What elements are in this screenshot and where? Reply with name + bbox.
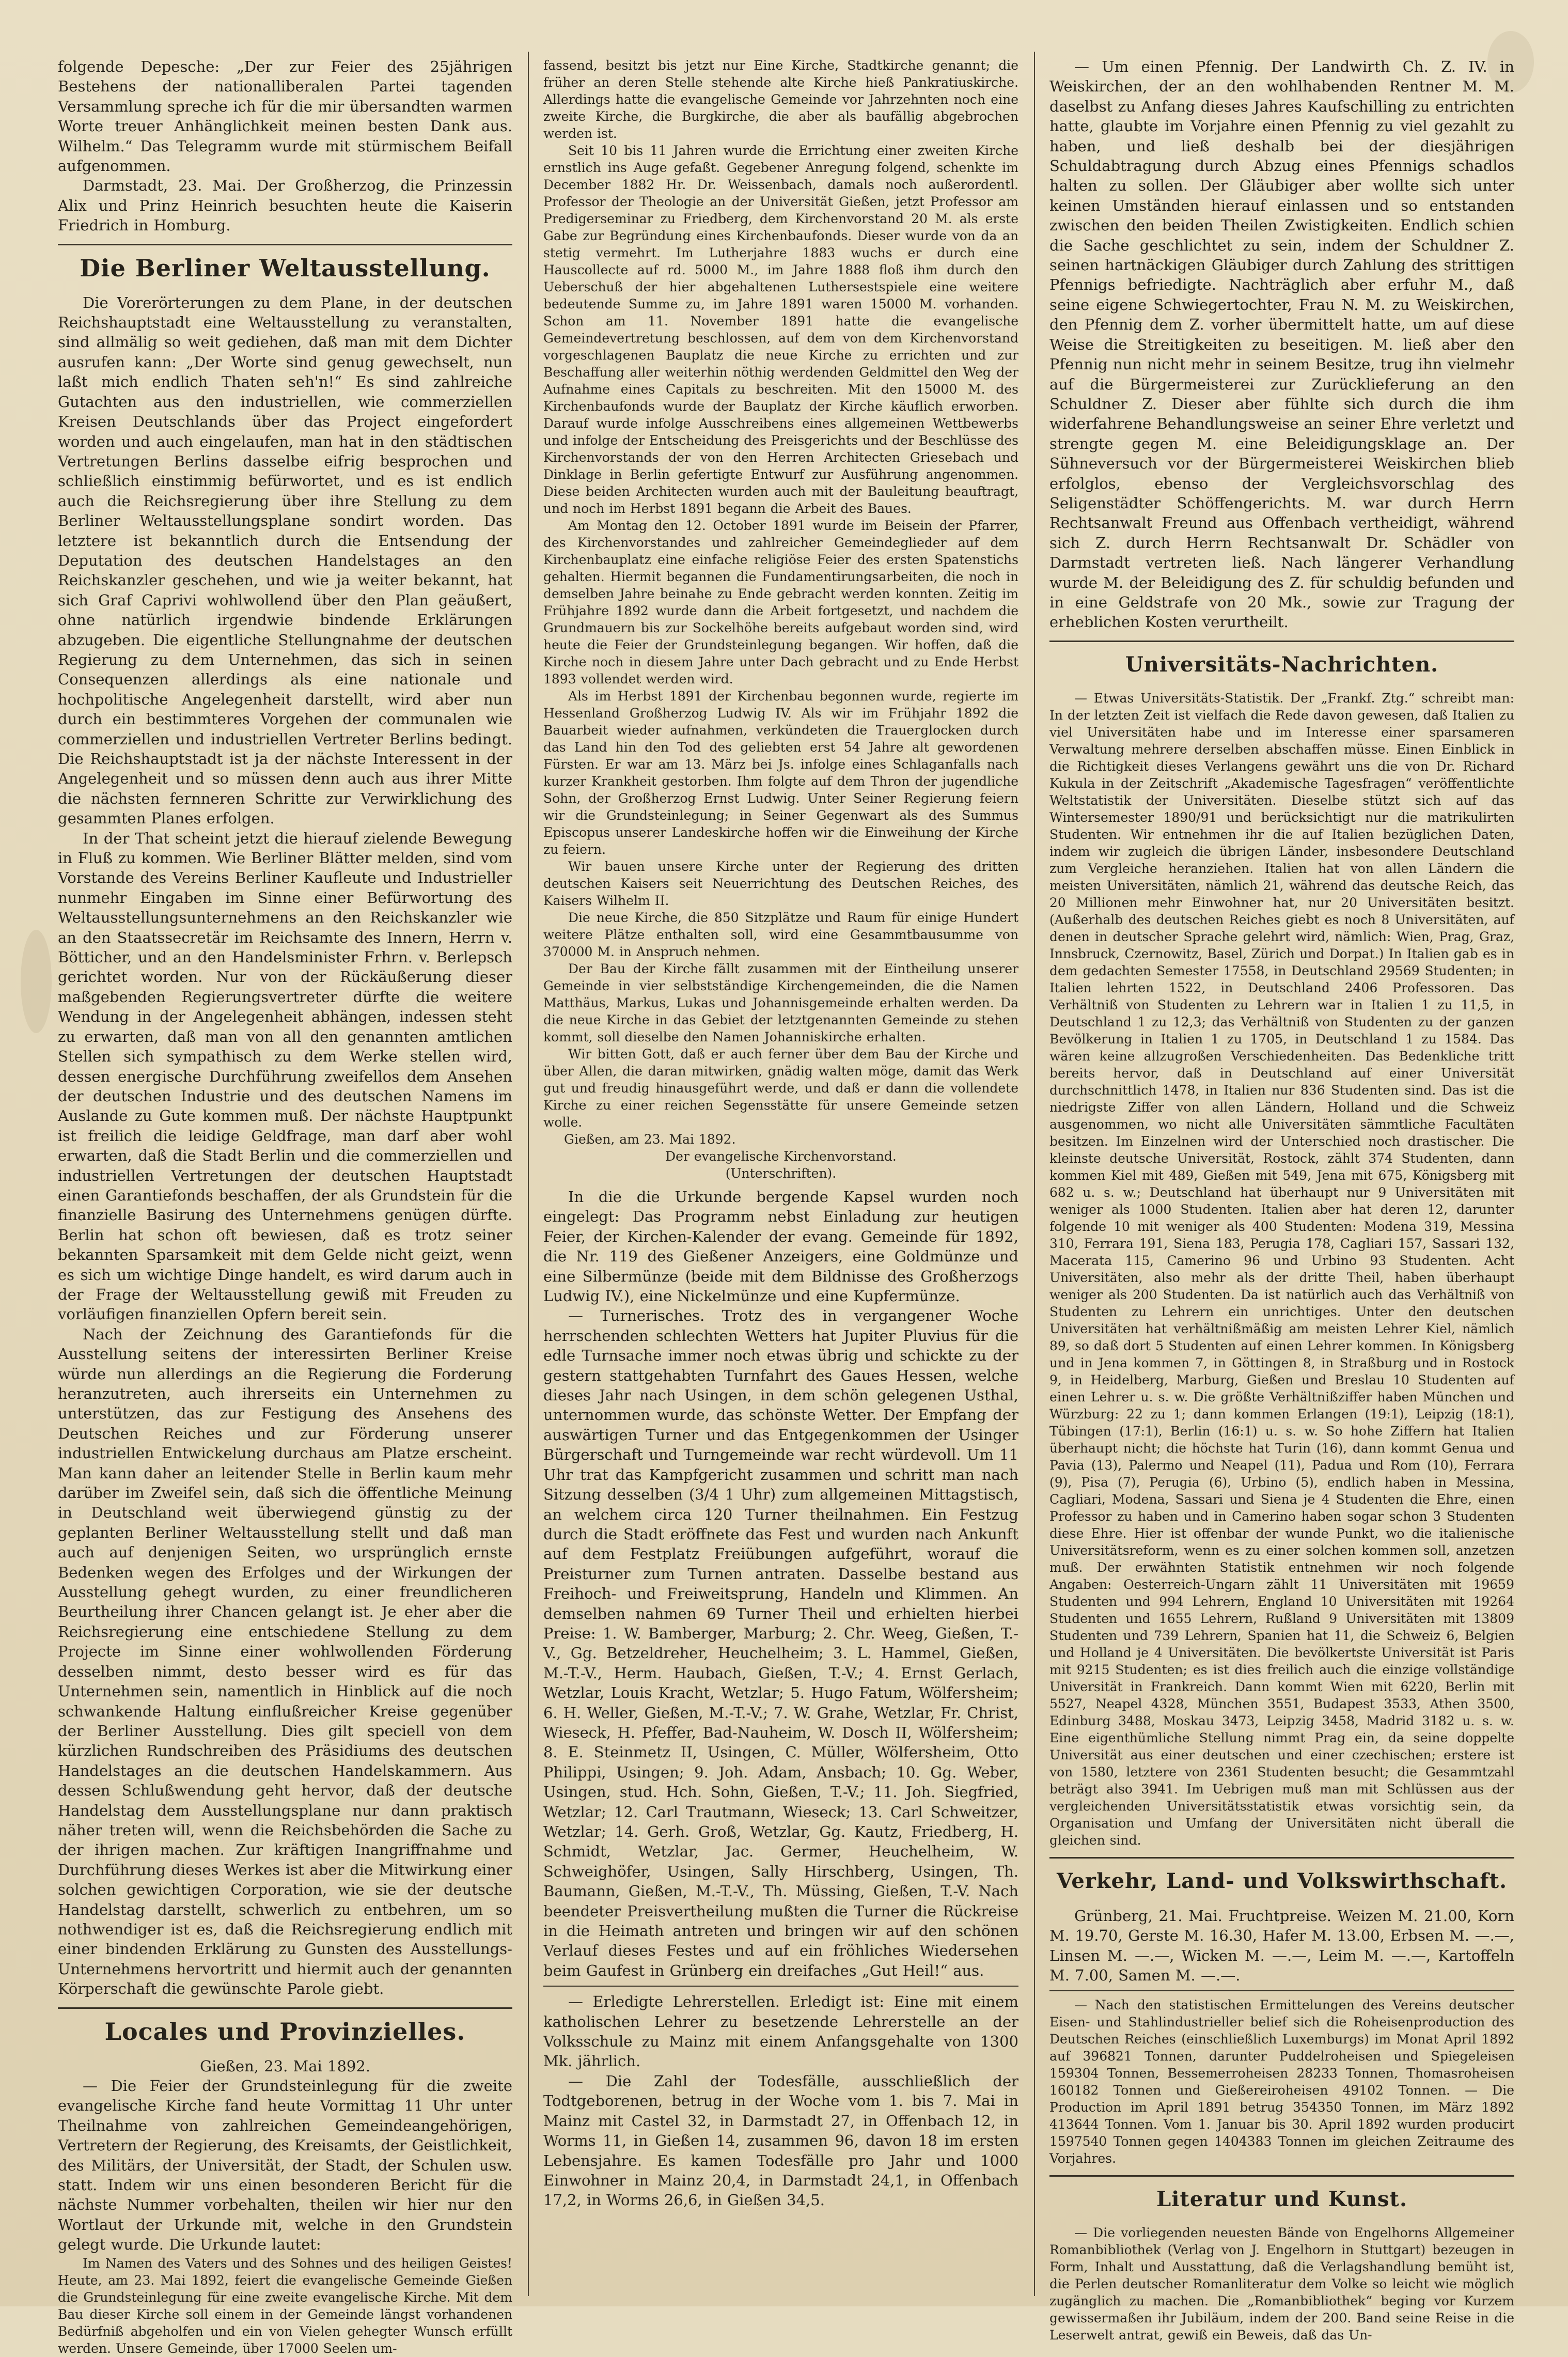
paragraph-lehrerstellen: — Erledigte Lehrerstellen. Erledigt ist: Eine mit einem katholischen Lehrer zu besetzende Lehrerstelle an der Volksschule zu Mainz mit einem Anfangsgehalte von 1300 Mk. jährlich. (543, 1993, 1018, 2070)
headline-literatur: Literatur und Kunst. (1156, 2187, 1407, 2212)
column-rule-right (1034, 52, 1035, 2296)
paragraph-urkunde-3: Am Montag den 12. October 1891 wurde im Beisein der Pfarrer, des Kirchenvorstandes und zahlreicher Gemeindeglieder auf dem Kirchenbauplatz eine einfache religiöse Feier des ersten Spatenstichs gehalten. Hiermit begannen die Fundamentirungsarbeiten, die noch in demselben Jahre beinahe zu Ende gebracht werden konnten. Zeitig im Frühjahre 1892 wurde dann die Arbeit fortgesetzt, und nachdem die Grundmauern bis zur Sockelhöhe bereits aufgebaut worden sind, wird heute die Feier der Grundsteinlegung begangen. Wir hoffen, daß die Kirche noch in diesem Jahre unter Dach gebracht und zu Ende Herbst 1893 vollendet werden wird. (543, 518, 1018, 686)
paragraph-todesfaelle: — Die Zahl der Todesfälle, ausschließlich der Todtgeborenen, betrug in der Woche vom 1. bis 7. Mai in Mainz mit Castel 32, in Darmstadt 27, in Offenbach 12, in Worms 11, in Gießen 14, zusammen 96, davon 18 im ersten Lebensjahre. Es kamen Todesfälle pro Jahr und 1000 Einwohner in Mainz 20,4, in Darmstadt 24,1, in Offenbach 17,2, in Worms 26,6, in Gießen 34,5. (543, 2072, 1018, 2209)
paragraph-weltausstellung-1: Die Vorerörterungen zu dem Plane, in der deutschen Reichshauptstadt eine Weltausstellung zu veranstalten, sind allmälig so weit gediehen, daß man mit dem Dichter ausrufen kann: „Der Worte sind genug gewechselt, nun laßt mich endlich Thaten seh'n!“ Es sind zahlreiche Gutachten aus den industriellen, wie commerziellen Kreisen Deutschlands über das Project eingefordert worden und auch eingelaufen, man hat in den städtischen Vertretungen Berlins dasselbe eifrig besprochen und schließlich einstimmig befürwortet, und es ist endlich auch die Reichsregierung über ihre Stellung zu dem Berliner Weltausstellungsplane sondirt worden. Das letztere ist bekanntlich durch die Entsendung der Deputation des deutschen Handelstages an den Reichskanzler geschehen, und wie ja weiter bekannt, hat sich Graf Caprivi wohlwollend über den Plan geäußert, ohne natürlich irgendwie bindende Erklärungen abzugeben. Die eigentliche Stellungnahme der deutschen Regierung zu dem Unternehmen, das sich in seinen Consequenzen allerdings als eine nationale und hochpolitische Angelegenheit darstellt, wird aber nun durch ein bestimmteres Vorgehen der communalen wie commerziellen und industriellen Vertreter Berlins bedingt. Die Reichshauptstadt ist ja der nächste Interessent in der Angelegenheit und so müssen denn auch aus ihrer Mitte die nächsten fernneren Schritte zur Verwirklichung des gesammten Planes erfolgen. (58, 293, 512, 828)
paragraph-urkunde-2: Seit 10 bis 11 Jahren wurde die Errichtung einer zweiten Kirche ernstlich ins Auge gefaßt. Gegebener Anregung folgend, schenkte im December 1882 Hr. Dr. Weissenbach, damals noch außerordentl. Professor der Theologie an der Universität Gießen, jetzt Professor am Predigerseminar zu Friedberg, dem Kirchenvorstand 20 M. als erste Gabe zur Begründung eines Kirchenbaufonds. Dieser wurde von da an stetig vermehrt. Im Lutherjahre 1883 wuchs er durch eine Hauscollecte auf rd. 5000 M., im Jahre 1888 floß ihm durch den Ueberschuß der hier abgehaltenen Luthersestspiele eine weitere bedeutende Summe zu, im Jahre 1891 waren 15000 M. vorhanden. Schon am 11. November 1891 hatte die evangelische Gemeindevertretung beschlossen, auf dem von dem Kirchenvorstand vorgeschlagenen Bauplatz die neue Kirche zu errichten und zur Beschaffung aller weiterhin nöthig werdenden Geldmittel den Weg der Aufnahme eines Capitals zu beschreiten. Mit den 15000 M. des Kirchenbaufonds wurde der Bauplatz der Kirche käuflich erworben. Darauf wurde infolge Ausschreibens eines allgemeinen Wettbewerbs und infolge der Entscheidung des Preisgerichts und der Beschlüsse des Kirchenvorstands der von den Herren Architecten Griesebach und Dinklage in Berlin gefertigte Entwurf zur Ausführung angenommen. Diese beiden Architecten wurden auch mit der Bauleitung beauftragt, und noch im Herbst 1891 begann die Arbeit des Baues. (543, 143, 1018, 516)
paragraph-darmstadt: Darmstadt, 23. Mai. Der Großherzog, die Prinzessin Alix und Prinz Heinrich besuchten heute die Kaiserin Friedrich in Homburg. (58, 177, 512, 235)
paragraph-urkunde-6: Die neue Kirche, die 850 Sitzplätze und Raum für einige Hundert weitere Plätze enthalten soll, wird eine Gesammtbausumme von 370000 M. in Anspruch nehmen. (543, 910, 1018, 959)
headline-universitaet: Universitäts-Nachrichten. (1125, 652, 1439, 677)
section-divider (58, 244, 512, 245)
paragraph-turnerisches: — Turnerisches. Trotz des in vergangener Woche herrschenden schlechten Wetters hat Jupiter Pluvius für die edle Turnsache immer noch etwas übrig und schickte zu der gestern stattgehabten Turnfahrt des Gaues Hessen, welche dieses Jahr nach Usingen, in dem schön gelegenen Usthal, unternommen wurde, das schönste Wetter. Der Empfang der auswärtigen Turner und das Entgegenkommen der Usinger Bürgerschaft und Turngemeinde war recht würdevoll. Um 11 Uhr trat das Kampfgericht zusammen und schritt man nach Sitzung desselben (3/4 1 Uhr) zum allgemeinen Mittagstisch, an welchem circa 120 Turner theilnahmen. Ein Festzug durch die Stadt eröffnete das Fest und wurden nach Ankunft auf dem Festplatz Freiübungen aufgeführt, worauf die Preisturner zum Turnen antraten. Dasselbe bestand aus Freihoch- und Freiweitsprung, Handeln und Klimmen. An demselben nahmen 69 Turner Theil und erhielten hierbei Preise: 1. W. Bamberger, Marburg; 2. Chr. Weeg, Gießen, T.-V., Gg. Betzeldreher, Heuchelheim; 3. L. Hammel, Gießen, M.-T.-V., Herm. Haubach, Gießen, T.-V.; 4. Ernst Gerlach, Wetzlar, Louis Kracht, Wetzlar; 5. Hugo Fatum, Wölfersheim; 6. H. Weller, Gießen, M.-T.-V.; 7. W. Grahe, Wetzlar, Fr. Christ, Wieseck, H. Pfeffer, Bad-Nauheim, W. Dosch II, Wölfersheim; 8. E. Steinmetz II, Usingen, C. Müller, Wölfersheim, Otto Philippi, Usingen; 9. Joh. Adam, Ansbach; 10. Gg. Weber, Usingen, stud. Hch. Sohn, Gießen, T.-V.; 11. Joh. Siegfried, Wetzlar; 12. Carl Trautmann, Wieseck; 13. Carl Schweitzer, Wetzlar; 14. Gerh. Groß, Wetzlar, Gg. Kautz, Friedberg, H. Schmidt, Wetzlar, Jac. Germer, Heuchelheim, W. Schweighöfer, Usingen, Sally Hirschberg, Usingen, Th. Baumann, Gießen, M.-T.-V., Th. Müssing, Gießen, T.-V. Nach beendeter Preisvertheilung mußten die Turner die Rückreise in die Heimath antreten und bringen wir auf den schönen Verlauf dieses Festes und auf ein fröhliches Wiedersehen beim Gaufest in Grünberg ein dreifaches „Gut Heil!“ aus. (543, 1307, 1018, 1979)
paragraph-urkunde-8: Wir bitten Gott, daß er auch ferner über dem Bau der Kirche und über Allen, die daran mitwirken, gnädig walten möge, damit das Werk gut und freudig hinausgeführt werde, und daß er dann die vollendete Kirche zu einer reichen Segensstätte für unsere Gemeinde setzen wolle. (543, 1047, 1018, 1130)
column-1 (58, 57, 512, 2356)
column-rule-left (528, 52, 529, 2296)
paragraph-weltausstellung-3: Nach der Zeichnung des Garantiefonds für die Ausstellung seitens der interessirten Berliner Kreise würde nun allerdings an die Regierung die Forderung heranzutreten, auch ihrerseits ein Unternehmen zu unterstützen, das zur Festigung des Ansehens des Deutschen Reiches und zur Förderung unserer industriellen Entwickelung durchaus am Platze erscheint. Man kann daher an leitender Stelle in Berlin kaum mehr darüber im Zweifel sein, daß sich die öffentliche Meinung in Deutschland weit überwiegend günstig zu der geplanten Berliner Weltausstellung stellt und daß man auch auf denjenigen Seiten, wo ursprünglich ernste Bedenken wegen des Erfolges und der Wirkungen der Ausstellung gehegt wurden, zu einer freundlicheren Beurtheilung ihrer Chancen gelangt ist. Je eher aber die Reichsregierung eine entschiedene Stellung zu dem Projecte im Sinne einer wohlwollenden Förderung desselben nimmt, desto besser wird es für das Unternehmen sein, namentlich in Hinblick auf die noch schwankende Haltung einflußreicher Kreise gegenüber der Berliner Ausstellung. Dies gilt speciell von dem kürzlichen Rundschreiben des Präsidiums des deutschen Handelstages an die deutschen Handelskammern. Aus dessen Schlußwendung geht hervor, daß der deutsche Handelstag dem Ausstellungsplane nur dann praktisch näher treten will, wenn die Reichsbehörden die Sache zu der ihrigen machen. Zur kräftigen Inangriffnahme und Durchführung dieses Werkes ist aber die Mitwirkung einer solchen gewichtigen Corporation, wie sie der deutsche Handelstag darstellt, schwerlich zu entbehren, um so nothwendiger ist es, daß die Reichsregierung endlich mit einer bindenden Erklärung zu Gunsten des Ausstellungs-Unternehmens hervortritt und hiermit auch der genannten Körperschaft die gewünschte Parole giebt. (58, 1325, 512, 1998)
paragraph-fruchtpreise: Grünberg, 21. Mai. Fruchtpreise. Weizen M. 21.00, Korn M. 19.70, Gerste M. 16.30, Hafer M. 13.00, Erbsen M. —.—, Linsen M. —.—, Wicken M. —.—, Leim M. —.—, Kartoffeln M. 7.00, Samen M. —.—. (1049, 1907, 1514, 1984)
section-divider (543, 1986, 1018, 1987)
paragraph-urkunde-4: Als im Herbst 1891 der Kirchenbau begonnen wurde, regierte im Hessenland Großherzog Ludwig IV. Als wir im Frühjahr 1892 die Bauarbeit wieder aufnahmen, verkündeten die Trauerglocken durch das Land hin den Tod des geliebten erst 54 Jahre alt gewordenen Fürsten. Er war am 13. März bei Js. infolge eines Schlaganfalls nach kurzer Krankheit gestorben. Ihm folgte auf dem Thron der jugendliche Sohn, der Großherzog Ernst Ludwig. Unter Seiner Regierung feiern wir die Grundsteinlegung; in Seiner Gegenwart als des Summus Episcopus unserer Landeskirche hoffen wir die Einweihung der Kirche zu feiern. (543, 689, 1018, 857)
paragraph-universitaets-statistik: — Etwas Universitäts-Statistik. Der „Frankf. Ztg.“ schreibt man: In der letzten Zeit ist vielfach die Rede davon gewesen, daß Italien zu viel Universitäten habe und im Interesse einer sparsameren Verwaltung mehrere derselben abschaffen müsse. Einen Einblick in die Richtigkeit dieses Verlangens gewährt uns die von Dr. Richard Kukula in der Zeitschrift „Akademische Tagesfragen“ veröffentlichte Weltstatistik der Universitäten. Dieselbe stützt sich auf das Wintersemester 1890/91 und berücksichtigt nur die matrikulirten Studenten. Wir entnehmen ihr die auf Italien bezüglichen Daten, indem wir zugleich die übrigen Länder, insbesondere Deutschland zum Vergleiche heranziehen. Italien hat von allen Ländern die meisten Universitäten, nämlich 21, während das deutsche Reich, das 20 Millionen mehr Einwohner hat, nur 20 Universitäten besitzt. (Außerhalb des deutschen Reiches giebt es noch 8 Universitäten, auf denen in deutscher Sprache gelehrt wird, nämlich: Wien, Prag, Graz, Innsbruck, Czernowitz, Basel, Zürich und Dorpat.) In Italien gab es in dem gedachten Semester 17558, in Deutschland 29569 Studenten; in Italien lehrten 1522, in Deutschland 2406 Professoren. Das Verhältniß von Studenten zu Lehrern war in Italien 1 zu 11,5, in Deutschland 1 zu 12,3; das Verhältniß von Studenten zu der ganzen Bevölkerung in Italien 1 zu 1705, in Deutschland 1 zu 1584. Das wären keine allzugroßen Verschiedenheiten. Das Bedenkliche tritt bereits hervor, daß in Deutschland auf einer Universität durchschnittlich 1478, in Italien nur 836 Studenten sind. Das ist die niedrigste Ziffer von allen Ländern, Holland und die Schweiz ausgenommen, wo nicht alle Universitäten sämmtliche Facultäten besitzen. Im Einzelnen wird der Unterschied noch drastischer. Die kleinste deutsche Universität, Rostock, zählt 374 Studenten, dann kommen Kiel mit 489, Gießen mit 549, Jena mit 675, Königsberg mit 682 u. s. w.; Deutschland hat überhaupt nur 9 Universitäten mit weniger als 1000 Studenten. Italien aber hat deren 12, darunter folgende 10 mit weniger als 400 Studenten: Modena 319, Messina 310, Ferrara 191, Siena 183, Perugia 178, Cagliari 157, Sassari 132, Macerata 115, Camerino 96 und Urbino 93 Studenten. Acht Universitäten, also mehr als der dritte Theil, haben überhaupt weniger als 200 Studenten. Da ist natürlich auch das Verhältniß von Studenten zu Lehrern ein unrichtiges. Unter den deutschen Universitäten hat verhältnißmäßig am meisten Lehrer Kiel, nämlich 89, so daß dort 5 Studenten auf einen Lehrer kommen. In Königsberg und in Jena kommen 7, in Göttingen 8, in Straßburg und in Rostock 9, in Heidelberg, Marburg, Gießen und Breslau 10 Studenten auf einen Lehrer u. s. w. Die größte Verhältnißziffer haben München und Würzburg: 22 zu 1; dann kommen Erlangen (19:1), Leipzig (18:1), Tübingen (17:1), Berlin (16:1) u. s. w. So hohe Ziffern hat Italien überhaupt nicht; die höchste hat Turin (16), dann kommt Genua und Pavia (13), Palermo und Neapel (11), Padua und Rom (10), Ferrara (9), Pisa (7), Perugia (6), Urbino (5), endlich haben in Messina, Cagliari, Modena, Sassari und Siena je 4 Studenten die Ehre, einen Professor zu haben und in Camerino haben sogar schon 3 Studenten diese Ehre. Hier ist offenbar der wunde Punkt, wo die italienische Universitätsreform, wenn es zu einer solchen kommen soll, anzetzen muß. Der erwähnten Statistik entnehmen wir noch folgende Angaben: Oesterreich-Ungarn zählt 11 Universitäten mit 19659 Studenten und 994 Lehrern, England 10 Universitäten mit 19264 Studenten und 1655 Lehrern, Rußland 9 Universitäten mit 13809 Studenten und 739 Lehrern, Spanien hat 11, die Schweiz 6, Belgien und Holland je 4 Universitäten. Die bevölkertste Universität ist Paris mit 9215 Studenten; es ist dies freilich auch die einzige vollständige Universität in Frankreich. Dann kommt Wien mit 6220, Berlin mit 5527, Neapel 4328, München 3551, Budapest 3533, Athen 3500, Edinburg 3488, Moskau 3473, Leipzig 3458, Madrid 3182 u. s. w. Eine eigenthümliche Stellung nimmt Prag ein, da seine doppelte Universität aus einer deutschen und einer czechischen; erstere ist von 1580, letztere von 2361 Studenten besucht; die Gesammtzahl beträgt also 3941. Im Uebrigen muß man mit Schlüssen aus der vergleichenden Universitätsstatistik etwas vorsichtig sein, da Organisation und Umfang der Universitäten nicht überall die gleichen sind. (1049, 690, 1514, 1848)
dateline: Gießen, 23. Mai 1892. (199, 2057, 371, 2075)
headline-verkehr: Verkehr, Land- und Volkswirthschaft. (1056, 1868, 1508, 1893)
column-3 (1049, 57, 1514, 2343)
paragraph-roheisenproduction: — Nach den statistischen Ermittelungen des Vereins deutscher Eisen- und Stahlindustrieller belief sich die Roheisenproduction des Deutschen Reiches (einschließlich Luxemburgs) im Monat April 1892 auf 396821 Tonnen, darunter Puddelroheisen und Spiegeleisen 159304 Tonnen, Bessemerroheisen 28233 Tonnen, Thomasroheisen 160182 Tonnen und Gießereiroheisen 49102 Tonnen. — Die Production im April 1891 betrug 354350 Tonnen, im März 1892 413644 Tonnen. Vom 1. Januar bis 30. April 1892 wurden producirt 1597540 Tonnen gegen 1404383 Tonnen im gleichen Zeitraume des Vorjahres. (1049, 1997, 1514, 2166)
headline-weltausstellung: Die Berliner Weltausstellung. (80, 254, 491, 282)
paragraph-romanbibliothek: — Die vorliegenden neuesten Bände von Engelhorns Allgemeiner Romanbibliothek (Verlag von J. Engelhorn in Stuttgart) bezeugen in Form, Inhalt und Ausstattung, daß die Verlagshandlung bemüht ist, die Perlen deutscher Romanliteratur dem Volke so leicht wie möglich zugänglich zu machen. Die „Romanbibliothek“ beging vor Kurzem gewissermaßen ihr Jubiläum, indem der 200. Band seine Reise in die Leserwelt antrat, gewiß ein Beweis, daß das Un- (1049, 2225, 1514, 2343)
paragraph-kapsel: In die die Urkunde bergende Kapsel wurden noch eingelegt: Das Programm nebst Einladung zur heutigen Feier, der Kirchen-Kalender der evang. Gemeinde für 1892, die Nr. 119 des Gießener Anzeigers, eine Goldmünze und eine Silbermünze (beide mit dem Bildnisse des Großherzogs Ludwig IV.), eine Nickelmünze und eine Kupfermünze. (543, 1188, 1018, 1305)
paragraph-urkunde-7: Der Bau der Kirche fällt zusammen mit der Eintheilung unserer Gemeinde in vier selbstständige Kirchengemeinden, die die Namen Matthäus, Markus, Lukas und Johannisgemeinde erhalten werden. Da die neue Kirche in das Gebiet der letztgenannten Gemeinde zu stehen kommt, soll dieselbe den Namen Johanniskirche erhalten. (543, 961, 1018, 1044)
paragraph-depesche: folgende Depesche: „Der zur Feier des 25jährigen Bestehens der nationalliberalen Partei tagenden Versammlung spreche ich für die mir übersandten warmen Worte treuer Anhänglichkeit meinen besten Dank aus. Wilhelm.“ Das Telegramm wurde mit stürmischem Beifall aufgenommen. (58, 58, 512, 175)
section-divider (1049, 2175, 1514, 2177)
signature-board: Der evangelische Kirchenvorstand. (665, 1149, 897, 1164)
paragraph-weltausstellung-2: In der That scheint jetzt die hierauf zielende Bewegung in Fluß zu kommen. Wie Berliner Blätter melden, sind vom Vorstande des Vereins Berliner Kaufleute und Industrieller nunmehr Eingaben im Sinne einer Befürwortung des Weltausstellungsunternehmens an den Reichskanzler wie an den Staatssecretär im Reichsamte des Innern, Herrn v. Bötticher, und an den Handelsminister Frhrn. v. Berlepsch gerichtet worden. Nur von der Rückäußerung dieser maßgebenden Regierungsvertreter dürfte die weitere Wendung in der Angelegenheit abhängen, indessen steht zu erwarten, daß man von all den genannten amtlichen Stellen sich sympathisch zu dem Werke stellen wird, dessen energische Durchführung zweifellos dem Ansehen der deutschen Industrie und des deutschen Namens im Auslande zu Gute kommen muß. Der nächste Hauptpunkt ist freilich die leidige Geldfrage, man darf aber wohl erwarten, daß die Stadt Berlin und die commerziellen und industriellen Vertretungen der deutschen Hauptstadt einen Garantiefonds beschaffen, der als Grundstein für die finanzielle Basirung des Unternehmens genügen dürfte. Berlin hat schon oft bewiesen, daß es trotz seiner bekannten Sparsamkeit mit dem Gelde nicht geizt, wenn es sich um wichtige Dinge handelt, es wird darum auch in der Frage der Weltausstellung gewiß mit Freuden zu vorläufigen finanziellen Opfern bereit sein. (58, 829, 512, 1323)
signature-note: (Unterschriften). (725, 1166, 837, 1181)
section-divider (1049, 1990, 1514, 1991)
column-2 (543, 57, 1018, 2291)
paragraph-pfennig: — Um einen Pfennig. Der Landwirth Ch. Z. IV. in Weiskirchen, der an den wohlhabenden Rentner M. M. daselbst zu Anfang dieses Jahres Kaufschilling zu entrichten hatte, glaubte im Vorjahre einen Pfennig zu viel gezahlt zu haben, und ließ deshalb bei der diesjährigen Schuldabtragung durch Abzug eines Pfennigs schadlos halten zu sollen. Der Gläubiger aber wollte sich unter keinen Umständen hierauf einlassen und so entstanden zwischen den beiden Theilen Zwistigkeiten. Endlich schien die Sache geschlichtet zu sein, indem der Schuldner Z. seinen hartnäckigen Gläubiger durch Zahlung des strittigen Pfennigs befriedigte. Nachträglich aber erfuhr M., daß seine eigene Schwiegertochter, Frau N. M. zu Weiskirchen, den Pfennig dem Z. vorher übermittelt hatte, um auf diese Weise die Streitigkeiten zu beseitigen. M. ließ aber den Pfennig nun nicht mehr in seinem Besitze, trug ihn vielmehr auf die Bürgermeisterei zur Zurücklieferung an den Schuldner Z. Dieser aber fühlte sich durch die ihm widerfahrene Behandlungsweise an seiner Ehre verletzt und strengte gegen M. eine Beleidigungsklage an. Der Sühneversuch vor der Bürgermeisterei Weiskirchen blieb erfolglos, ebenso der Vergleichsvorschlag des Seligenstädter Schöffengerichts. M. war durch Herrn Rechtsanwalt Freund aus Offenbach vertheidigt, während sich Z. durch Herrn Rechtsanwalt Dr. Schädler von Darmstadt vertreten ließ. Nach längerer Verhandlung wurde M. der Beleidigung des Z. für schuldig befunden und in eine Geldstrafe von 20 Mk., sowie zur Tragung der erheblichen Kosten verurtheilt. (1049, 58, 1514, 631)
section-divider (1049, 1857, 1514, 1859)
paragraph-urkunde-start: Im Namen des Vaters und des Sohnes und des heiligen Geistes! Heute, am 23. Mai 1892, feiert die evangelische Gemeinde Gießen die Grundsteinlegung für eine zweite evangelische Kirche. Mit dem Bau dieser Kirche soll einem in der Gemeinde längst vorhandenen Bedürfniß abgeholfen und ein von Vielen gehegter Wunsch erfüllt werden. Unsere Gemeinde, über 17000 Seelen um- (58, 2255, 512, 2356)
headline-locales: Locales und Provinzielles. (104, 2017, 466, 2046)
paragraph-grundsteinlegung: — Die Feier der Grundsteinlegung für die zweite evangelische Kirche fand heute Vormittag 11 Uhr unter Theilnahme von zahlreichen Gemeindeangehörigen, Vertretern der Regierung, des Kreisamts, der Geistlichkeit, des Militärs, der Universität, der Stadt, der Schulen usw. statt. Indem wir uns einen besonderen Bericht für die nächste Nummer vorbehalten, theilen wir hier nur den Wortlaut der Urkunde mit, welche in den Grundstein gelegt wurde. Die Urkunde lautet: (58, 2077, 512, 2254)
paragraph-urkunde-1: fassend, besitzt bis jetzt nur Eine Kirche, Stadtkirche genannt; die früher an deren Stelle stehende alte Kirche hieß Pankratiuskirche. Allerdings hatte die evangelische Gemeinde vor Jahrzehnten noch eine zweite Kirche, die Burgkirche, die aber als baufällig abgebrochen werden ist. (543, 58, 1018, 141)
signature-date: Gießen, am 23. Mai 1892. (564, 1132, 736, 1147)
section-divider (58, 2007, 512, 2009)
section-divider (1049, 641, 1514, 642)
paragraph-urkunde-5: Wir bauen unsere Kirche unter der Regierung des dritten deutschen Kaisers seit Neuerrichtung des Deutschen Reiches, des Kaisers Wilhelm II. (543, 859, 1018, 908)
